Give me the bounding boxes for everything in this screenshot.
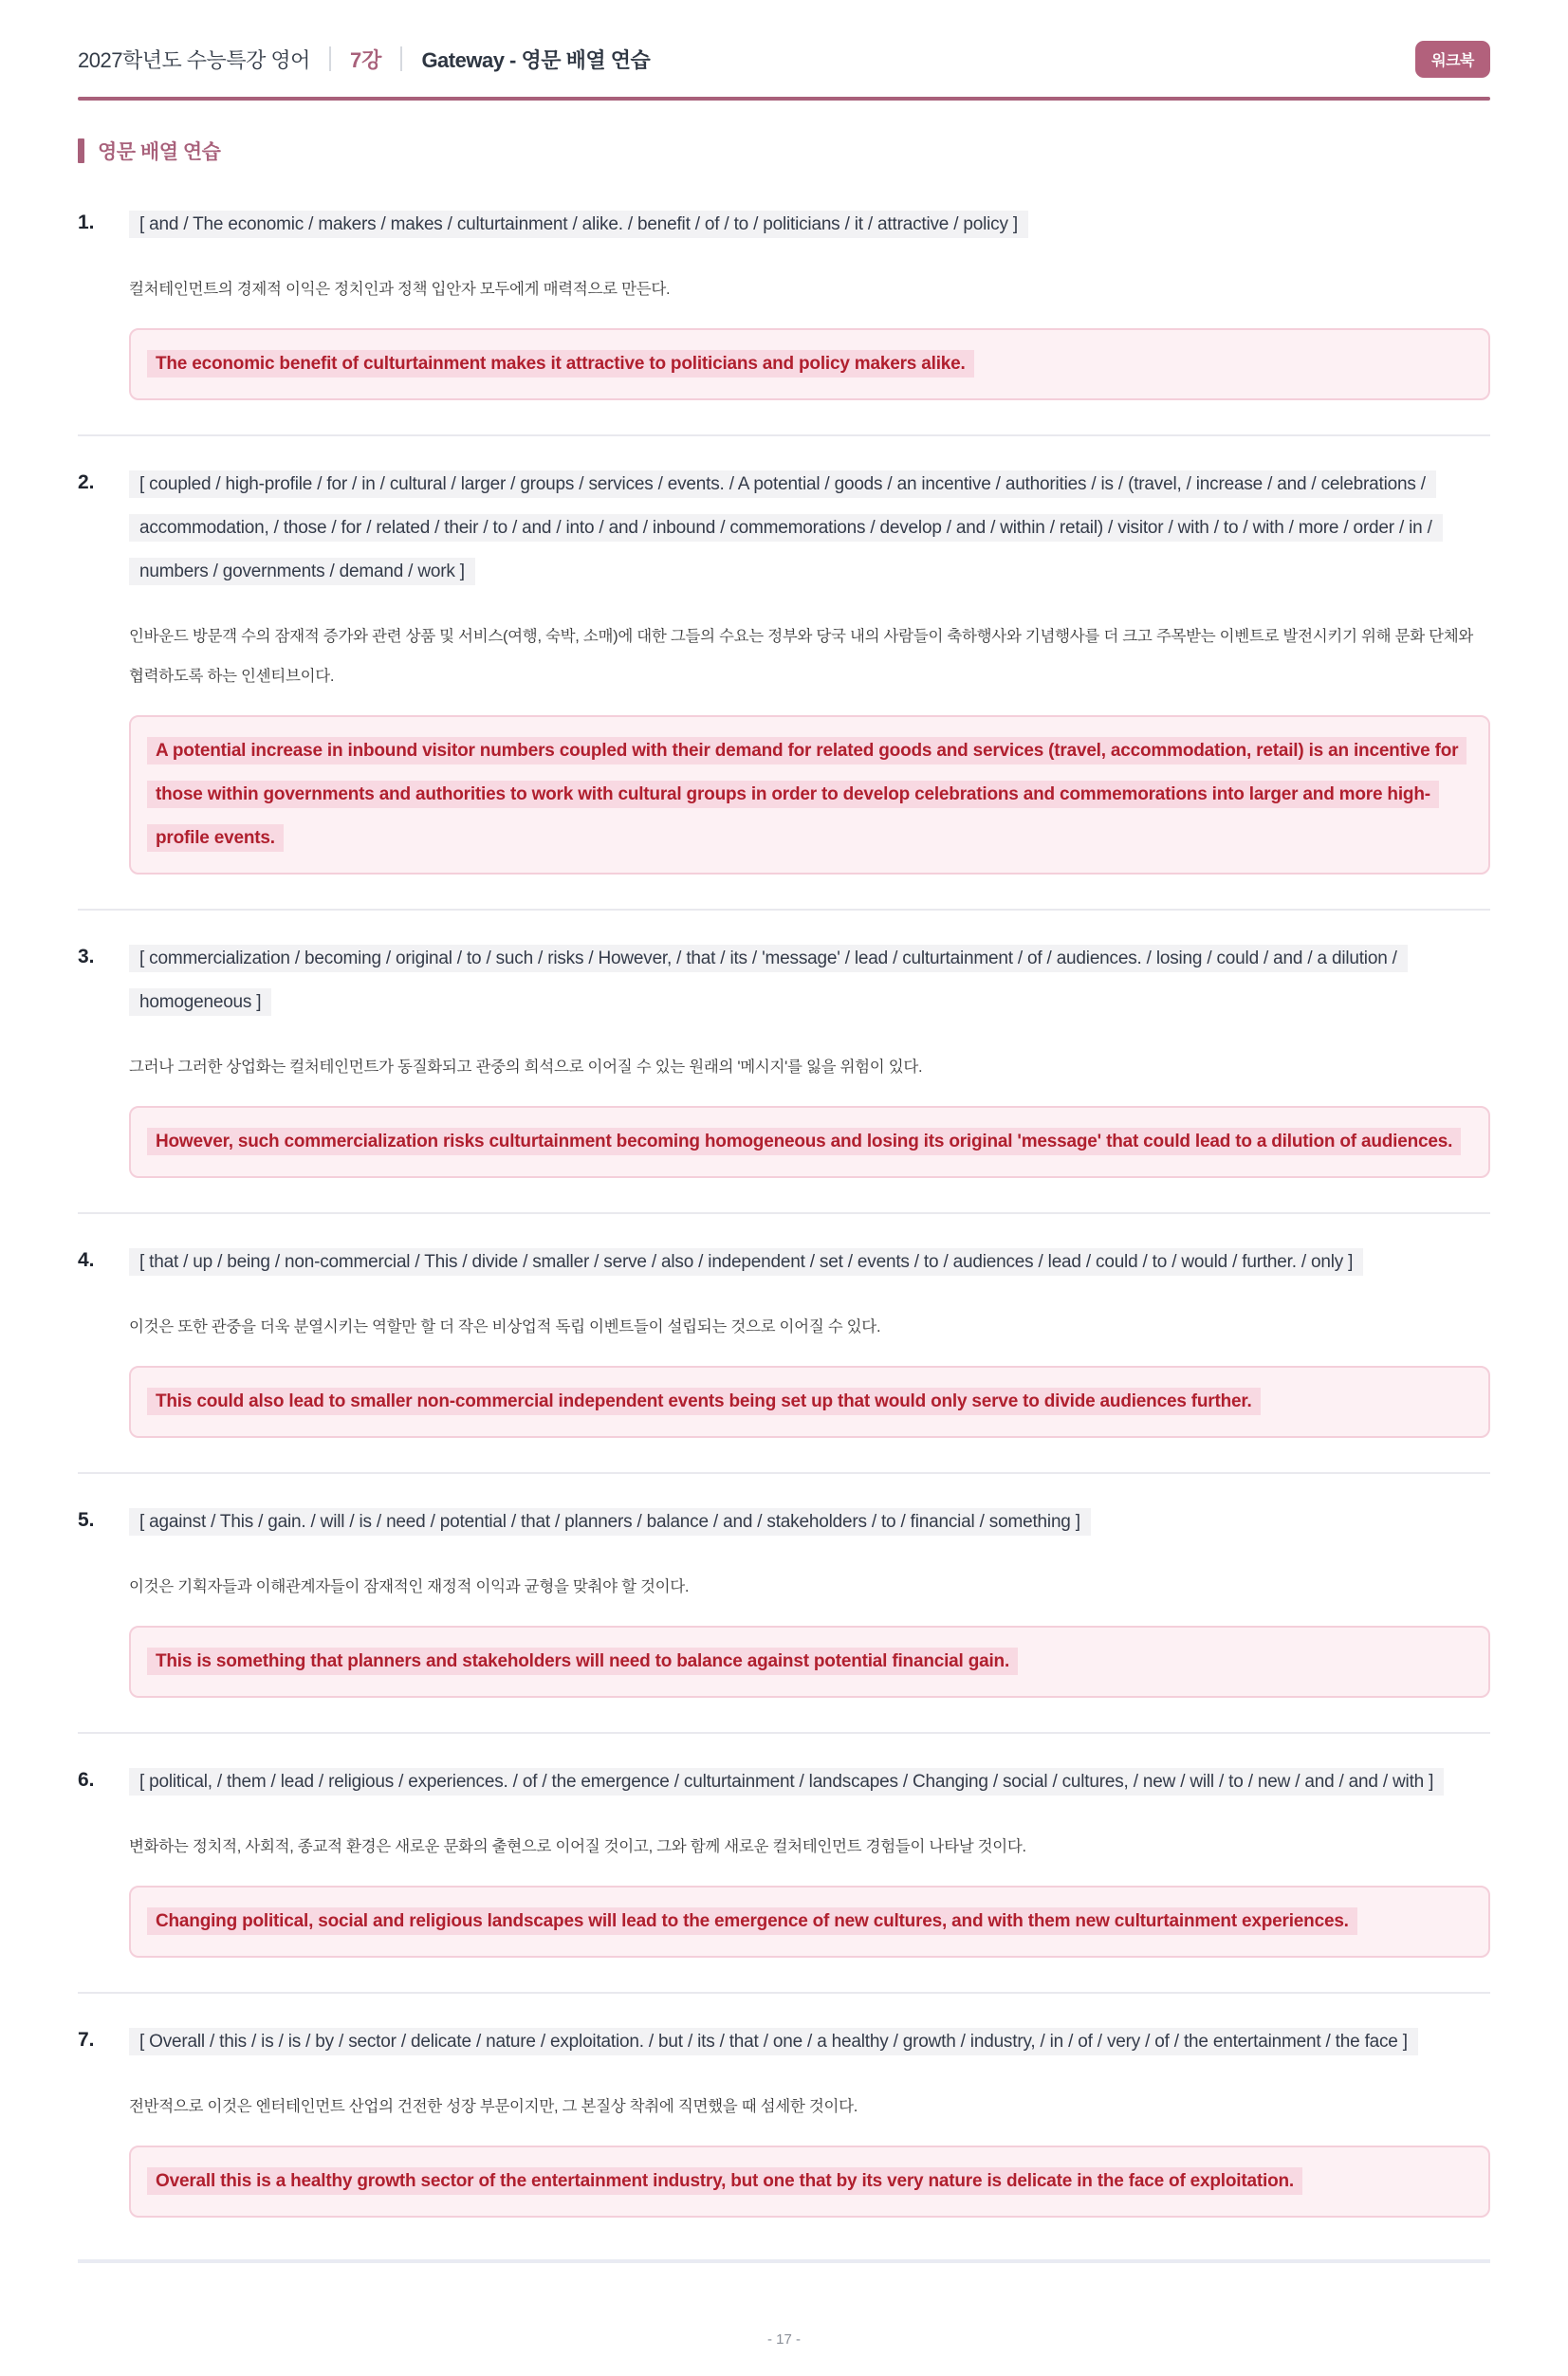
korean-translation: 인바운드 방문객 수의 잠재적 증가와 관련 상품 및 서비스(여행, 숙박, 소매)에 대한 그들의 수요는 정부와 당국 내의 사람들이 축하행사와 기념행사를 더 크고 주목받는 이벤트로 발전시키기 위해 문화 단체와 협력하도록 하는 인센티브이다. — [129, 628, 1474, 685]
answer-sentence — [147, 1120, 1472, 1164]
scrambled-words — [129, 463, 1490, 594]
section-marker — [78, 138, 84, 163]
item-content — [129, 937, 1490, 1178]
book-title: 2027학년도 수능특강 영어 — [78, 47, 310, 72]
answer-box — [129, 715, 1490, 875]
item-number: 3. — [78, 946, 95, 967]
item-content — [129, 1760, 1490, 1958]
item-content — [129, 1501, 1490, 1698]
answer-box — [129, 1886, 1490, 1958]
answer-sentence-text: However, such commercialization risks culturtainment becoming homogeneous and losing its original 'message' that could lead to a dilution of audiences. — [147, 1128, 1461, 1155]
exercise-list — [78, 190, 1490, 2218]
answer-sentence — [147, 2160, 1472, 2203]
answer-box — [129, 2146, 1490, 2218]
lecture-number: 7강 — [349, 47, 382, 72]
chapter-title: Gateway - 영문 배열 연습 — [421, 47, 651, 72]
answer-sentence — [147, 1640, 1472, 1684]
item-content — [129, 463, 1490, 875]
exercise-item — [78, 1747, 1490, 1958]
item-number: 4. — [78, 1249, 95, 1271]
scrambled-words-text: [ that / up / being / non-commercial / This / divide / smaller / serve / also / independent / set / events / to / audiences / lead / could / to / would / further. / only ] — [129, 1248, 1363, 1276]
scrambled-words-text: [ and / The economic / makers / makes / culturtainment / alike. / benefit / of / to / politicians / it / attractive / policy ] — [129, 211, 1028, 238]
item-number: 2. — [78, 471, 95, 493]
item-divider — [78, 1212, 1490, 1214]
scrambled-words-text: [ coupled / high-profile / for / in / cultural / larger / groups / services / events. / A potential / goods / an incentive / authorities / is / (travel, / increase / and / celebrations / accommodation, / those / for / related / their / to / and / into / and / inbound / commemorations / develop / and / within / retail) / visitor / with / to / with / more / order / in / numbers / governments / demand / work ] — [129, 470, 1443, 585]
page-header — [78, 38, 1490, 80]
item-divider — [78, 1472, 1490, 1474]
item-divider — [78, 1992, 1490, 1994]
header-divider — [329, 46, 331, 71]
item-divider — [78, 434, 1490, 436]
header-rule — [78, 97, 1490, 101]
item-divider — [78, 909, 1490, 911]
exercise-item — [78, 1487, 1490, 1698]
item-content — [129, 2020, 1490, 2218]
answer-sentence — [147, 342, 1472, 386]
scrambled-words — [129, 203, 1490, 247]
answer-sentence-text: Overall this is a healthy growth sector of the entertainment industry, but one that by its very nature is delicate in the face of exploitation. — [147, 2167, 1302, 2195]
korean-translation: 변화하는 정치적, 사회적, 종교적 환경은 새로운 문화의 출현으로 이어질 것이고, 그와 함께 새로운 컬처테인먼트 경험들이 나타날 것이다. — [129, 1838, 1026, 1855]
item-number: 5. — [78, 1509, 95, 1531]
answer-box — [129, 1626, 1490, 1698]
answer-box — [129, 1366, 1490, 1438]
scrambled-words — [129, 1241, 1490, 1284]
scrambled-words-text: [ political, / them / lead / religious / experiences. / of / the emergence / culturtainment / landscapes / Changing / social / cultures, / new / will / to / new / and / and / with ] — [129, 1768, 1444, 1796]
korean-translation: 이것은 기획자들과 이해관계자들이 잠재적인 재정적 이익과 균형을 맞춰야 할 것이다. — [129, 1578, 690, 1595]
answer-sentence — [147, 1380, 1472, 1424]
korean-translation: 전반적으로 이것은 엔터테인먼트 산업의 건전한 성장 부문이지만, 그 본질상 착취에 직면했을 때 섬세한 것이다. — [129, 2098, 858, 2115]
workbook-badge: 워크북 — [1415, 41, 1490, 78]
answer-box — [129, 328, 1490, 400]
bottom-rule — [78, 2259, 1490, 2263]
scrambled-words — [129, 937, 1490, 1024]
answer-sentence-text: A potential increase in inbound visitor numbers coupled with their demand for related goods and services (travel, accommodation, retail) is an incentive for those within governments and authorities to work with cultural groups in order to develop celebrations and commemorations into larger and more high-profile events. — [147, 737, 1467, 852]
scrambled-words — [129, 1501, 1490, 1544]
scrambled-words — [129, 2020, 1490, 2064]
item-divider — [78, 1732, 1490, 1734]
header-title-group — [78, 45, 650, 74]
item-content — [129, 203, 1490, 400]
page-number: - 17 - — [766, 2331, 801, 2348]
section-head — [78, 137, 1490, 165]
answer-sentence-text: The economic benefit of culturtainment makes it attractive to politicians and policy makers alike. — [147, 350, 974, 378]
exercise-item — [78, 190, 1490, 400]
exercise-item — [78, 1227, 1490, 1438]
section-title: 영문 배열 연습 — [98, 141, 221, 163]
scrambled-words-text: [ commercialization / becoming / original / to / such / risks / However, / that / its / 'message' / lead / culturtainment / of / audiences. / losing / could / and / a dilution / homogeneous ] — [129, 945, 1408, 1016]
header-divider — [400, 46, 402, 71]
answer-box — [129, 1106, 1490, 1178]
scrambled-words — [129, 1760, 1490, 1804]
exercise-item — [78, 924, 1490, 1178]
korean-translation: 컬처테인먼트의 경제적 이익은 정치인과 정책 입안자 모두에게 매력적으로 만든다. — [129, 281, 671, 298]
korean-translation: 이것은 또한 관중을 더욱 분열시키는 역할만 할 더 작은 비상업적 독립 이벤트들이 설립되는 것으로 이어질 수 있다. — [129, 1318, 881, 1335]
item-number: 1. — [78, 212, 95, 233]
scrambled-words-text: [ against / This / gain. / will / is / need / potential / that / planners / balance / and / stakeholders / to / financial / something ] — [129, 1508, 1091, 1536]
item-number: 6. — [78, 1769, 95, 1791]
item-number: 7. — [78, 2029, 95, 2051]
exercise-item — [78, 450, 1490, 875]
exercise-item — [78, 2007, 1490, 2218]
answer-sentence-text: This is something that planners and stakeholders will need to balance against potential financial gain. — [147, 1648, 1018, 1675]
answer-sentence — [147, 1900, 1472, 1943]
korean-translation: 그러나 그러한 상업화는 컬처테인먼트가 동질화되고 관중의 희석으로 이어질 수 있는 원래의 '메시지'를 잃을 위험이 있다. — [129, 1059, 923, 1076]
answer-sentence — [147, 729, 1472, 860]
scrambled-words-text: [ Overall / this / is / is / by / sector / delicate / nature / exploitation. / but / its / that / one / a healthy / growth / industry, / in / of / very / of / the entertainment / the face ] — [129, 2028, 1418, 2055]
answer-sentence-text: Changing political, social and religious landscapes will lead to the emergence of new cultures, and with them new culturtainment experiences. — [147, 1907, 1357, 1935]
item-content — [129, 1241, 1490, 1438]
answer-sentence-text: This could also lead to smaller non-commercial independent events being set up that would only serve to divide audiences further. — [147, 1388, 1261, 1415]
